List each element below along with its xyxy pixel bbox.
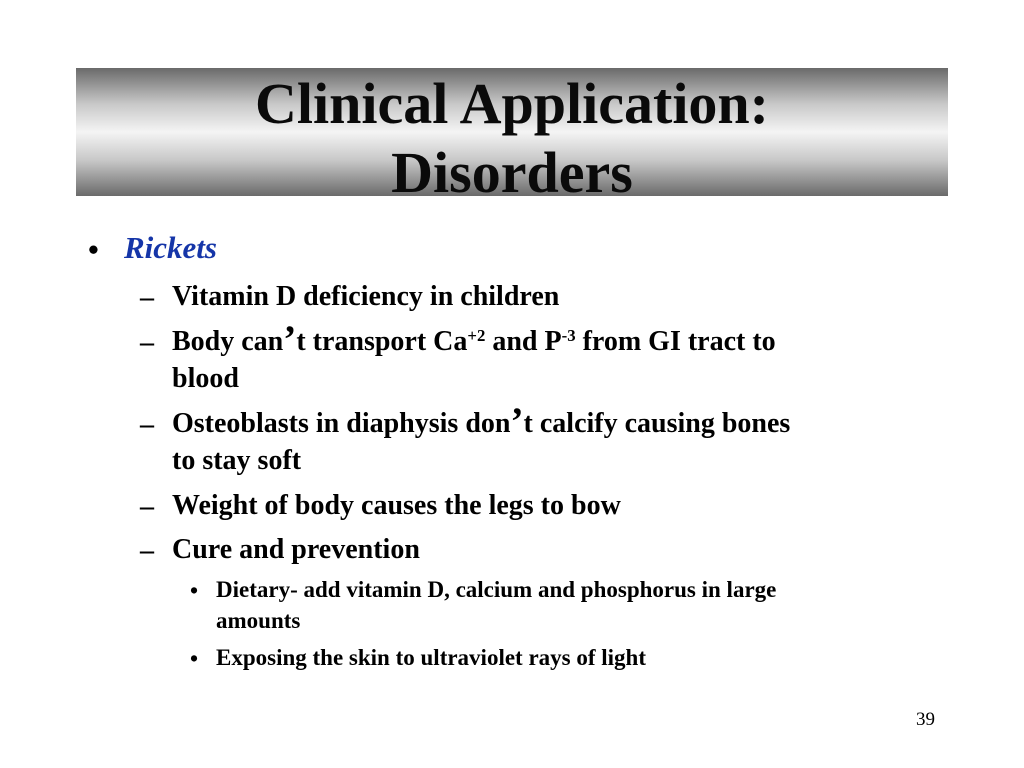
- sub-item-transport-line2: blood: [172, 363, 239, 394]
- subsub-item-dietary-line2: amounts: [216, 608, 301, 633]
- sub-item-cure: Cure and prevention: [172, 534, 420, 565]
- text-fragment: Body can: [172, 326, 284, 357]
- superscript: +2: [467, 325, 486, 345]
- slide-title-line-1: Clinical Application:: [254, 71, 769, 136]
- dash-marker: –: [140, 327, 154, 358]
- text-fragment: t transport Ca: [296, 326, 468, 357]
- subsub-item-uv: Exposing the skin to ultraviolet rays of light: [216, 645, 647, 670]
- superscript: -3: [561, 325, 576, 345]
- bullet-marker: •: [190, 646, 199, 671]
- apostrophe: ’: [510, 399, 524, 443]
- text-fragment: t calcify causing bones: [523, 408, 791, 439]
- sub-item-weight: Weight of body causes the legs to bow: [172, 490, 621, 521]
- text-fragment: from GI tract to: [575, 326, 776, 357]
- sub-item-osteoblasts: [172, 399, 791, 443]
- dash-marker: –: [140, 282, 154, 313]
- sub-item-transport: [172, 317, 776, 361]
- text-fragment: Osteoblasts in diaphysis don: [172, 408, 511, 439]
- dash-marker: –: [140, 491, 154, 522]
- bullet-marker: •: [190, 578, 199, 603]
- apostrophe: ’: [283, 317, 297, 361]
- text-fragment: and P: [485, 326, 562, 357]
- sub-item-vitamin-d: Vitamin D deficiency in children: [172, 281, 560, 312]
- slide-title-line-2: Disorders: [391, 140, 633, 205]
- subsub-item-dietary: Dietary- add vitamin D, calcium and phosphorus in large: [216, 577, 777, 602]
- sub-item-osteoblasts-line2: to stay soft: [172, 445, 302, 476]
- bullet-rickets: Rickets: [124, 230, 217, 265]
- dash-marker: –: [140, 409, 154, 440]
- page-number: 39: [916, 709, 935, 730]
- bullet-marker: •: [88, 232, 99, 267]
- dash-marker: –: [140, 535, 154, 566]
